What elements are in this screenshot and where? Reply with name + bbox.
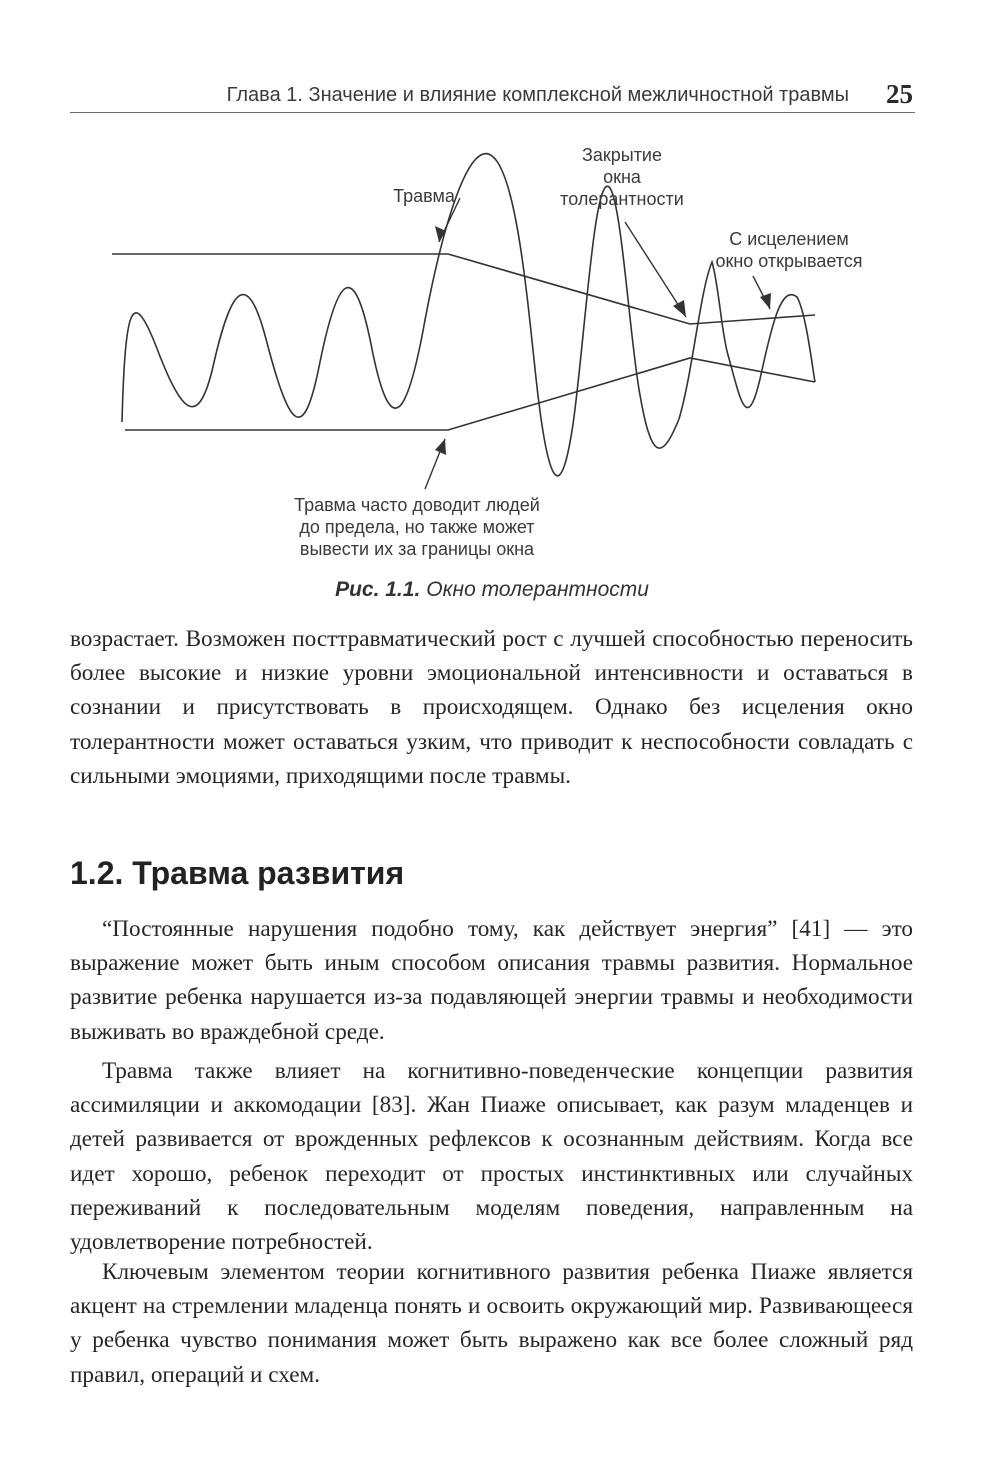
paragraph-continuation: возрастает. Возможен посттравматический рост с лучшей способностью переносить более высокие и низкие уровни эмоциональной интенсивности и оставаться в сознании и присутствовать в происходящем. Однако без исцеления окно толерантности может оставаться узким, что приводит к неспособности совладать с сильными эмоциями, приходящими после травмы. bbox=[70, 626, 913, 789]
label-line: окно открывается bbox=[715, 251, 863, 271]
label-line: вывести их за границы окна bbox=[299, 539, 535, 559]
arrow-closing bbox=[625, 222, 686, 317]
window-lower-boundary bbox=[125, 358, 815, 430]
figure-caption-label: Рис. 1.1. bbox=[335, 578, 421, 601]
arrowhead-healing bbox=[760, 293, 771, 309]
page-number: 25 bbox=[886, 79, 913, 109]
arousal-wave bbox=[122, 154, 815, 476]
label-line: толерантности bbox=[560, 189, 684, 209]
label-line: окна bbox=[603, 167, 641, 187]
arrowhead-closing bbox=[673, 300, 686, 317]
label-line: Закрытие bbox=[581, 145, 662, 165]
label-line: С исцелением bbox=[729, 229, 849, 249]
figure-caption bbox=[0, 578, 984, 602]
label-line: Травма часто доводит людей bbox=[294, 495, 540, 515]
section-paragraph-3: Ключевым элементом теории когнитивного развития ребенка Пиаже является акцент на стремлении младенца понять и освоить окружающий мир. Развивающееся у ребенка чувство понимания может быть выражено как все более сложный ряд правил, операций и схем. bbox=[70, 1259, 913, 1388]
label-window-closing bbox=[552, 144, 692, 210]
label-healing-opens bbox=[700, 228, 878, 272]
arrowhead-note bbox=[435, 439, 446, 455]
figure-caption-text: Окно толерантности bbox=[426, 578, 649, 601]
section-paragraph-1: “Постоянные нарушения подобно тому, как действует энергия” [41] — это выражение может быть иным способом описания травмы развития. Нормальное развитие ребенка нарушается из-за подавляющей энергии травмы и необходимости выживать во враждебной среде. bbox=[70, 916, 913, 1045]
label-trauma-note bbox=[282, 494, 552, 560]
running-title: Глава 1. Значение и влияние комплексной межличностной травмы bbox=[226, 84, 849, 106]
label-trauma: Травма bbox=[393, 186, 455, 206]
label-line: до предела, но также может bbox=[299, 517, 535, 537]
running-header bbox=[70, 78, 915, 113]
section-heading: 1.2. Травма развития bbox=[70, 855, 405, 891]
section-paragraph-2: Травма также влияет на когнитивно-поведенческие концепции развития ассимиляции и аккомодации [83]. Жан Пиаже описывает, как разум младенцев и детей развивается от врожденных рефлексов к осознанным действиям. Когда все идет хорошо, ребенок переходит от простых инстинктивных или случайных переживаний к последовательным моделям поведения, направленным на удовлетворение потребностей. bbox=[70, 1058, 913, 1256]
window-of-tolerance-figure bbox=[0, 130, 1000, 570]
